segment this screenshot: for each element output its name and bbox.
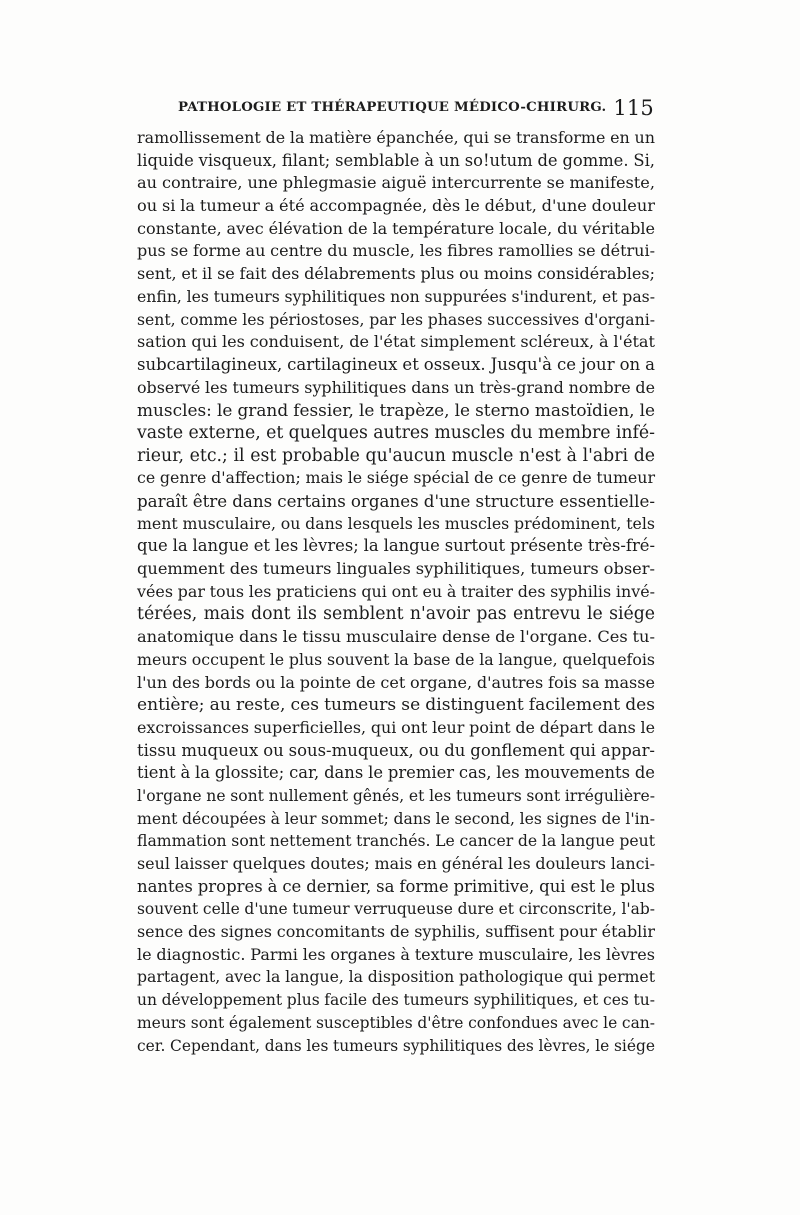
text-line: l'organe ne sont nullement gênés, et les tumeurs sont irrégulière- <box>137 786 655 805</box>
text-line: un développement plus facile des tumeurs syphilitiques, et ces tu- <box>137 991 655 1010</box>
text-line: constante, avec élévation de la température locale, du véritable <box>137 218 655 238</box>
text-line: ramollissement de la matière épanchée, qui se transforme en un <box>137 128 655 147</box>
text-line: entière; au reste, ces tumeurs se distinguent facilement des <box>137 695 655 716</box>
text-line: le diagnostic. Parmi les organes à texture musculaire, les lèvres <box>137 944 655 964</box>
text-line: ment musculaire, ou dans lesquels les muscles prédominent, tels <box>137 513 655 533</box>
text-line: paraît être dans certains organes d'une structure essentielle- <box>137 491 655 511</box>
text-line: sence des signes concomitants de syphilis, suffisent pour établir <box>137 922 655 942</box>
text-line: meurs sont également susceptibles d'être confondues avec le can- <box>137 1013 655 1032</box>
text-line: ce genre d'affection; mais le siége spécial de ce genre de tumeur <box>137 468 655 488</box>
text-line: sation qui les conduisent, de l'état simplement scléreux, à l'état <box>137 332 655 352</box>
text-line: meurs occupent le plus souvent la base de la langue, quelquefois <box>137 649 655 669</box>
text-line: térées, mais dont ils semblent n'avoir pas entrevu le siége <box>137 604 655 625</box>
text-line: partagent, avec la langue, la disposition pathologique qui permet <box>137 967 655 987</box>
text-line: souvent celle d'une tumeur verruqueuse dure et circonscrite, l'ab- <box>137 900 655 919</box>
text-line: enfin, les tumeurs syphilitiques non suppurées s'indurent, et pas- <box>137 286 655 306</box>
text-line: tient à la glossite; car, dans le premier cas, les mouvements de <box>137 763 655 783</box>
text-line: que la langue et les lèvres; la langue surtout présente très-fré- <box>137 536 655 556</box>
text-line: anatomique dans le tissu musculaire dense de l'organe. Ces tu- <box>137 627 655 647</box>
body-text <box>137 127 655 1057</box>
text-line: liquide visqueux, filant; semblable à un so!utum de gomme. Si, <box>137 150 655 170</box>
text-line: rieur, etc.; il est probable qu'aucun muscle n'est à l'abri de <box>137 445 655 466</box>
text-line: muscles: le grand fessier, le trapèze, le sterno mastoïdien, le <box>137 400 655 421</box>
text-line: vées par tous les praticiens qui ont eu à traiter des syphilis invé- <box>137 581 655 601</box>
running-head-title: PATHOLOGIE ET THÉRAPEUTIQUE MÉDICO-CHIRURG. <box>178 100 607 115</box>
text-line: observé les tumeurs syphilitiques dans un très-grand nombre de <box>137 377 655 397</box>
text-line: flammation sont nettement tranchés. Le cancer de la langue peut <box>137 831 655 851</box>
running-head <box>178 96 654 122</box>
text-line: ou si la tumeur a été accompagnée, dès le début, d'une douleur <box>137 196 655 216</box>
text-line: au contraire, une phlegmasie aiguë intercurrente se manifeste, <box>137 173 655 193</box>
text-line: vaste externe, et quelques autres muscles du membre infé- <box>137 422 655 443</box>
text-line: pus se forme au centre du muscle, les fibres ramollies se détrui- <box>137 241 655 261</box>
page-number: 115 <box>613 96 654 120</box>
text-line: sent, et il se fait des délabrements plus ou moins considérables; <box>137 264 655 284</box>
text-line: ment découpées à leur sommet; dans le second, les signes de l'in- <box>137 808 655 828</box>
text-line: quemment des tumeurs linguales syphilitiques, tumeurs obser- <box>137 559 655 579</box>
text-line: sent, comme les périostoses, par les phases successives d'organi- <box>137 309 655 329</box>
text-line: nantes propres à ce dernier, sa forme primitive, qui est le plus <box>137 876 655 896</box>
text-line: seul laisser quelques doutes; mais en général les douleurs lanci- <box>137 854 655 873</box>
text-line: subcartilagineux, cartilagineux et osseux. Jusqu'à ce jour on a <box>137 354 655 374</box>
text-line: tissu muqueux ou sous-muqueux, ou du gonflement qui appar- <box>137 740 655 760</box>
text-line: excroissances superficielles, qui ont leur point de départ dans le <box>137 717 655 737</box>
text-line: cer. Cependant, dans les tumeurs syphilitiques des lèvres, le siége <box>137 1036 655 1055</box>
text-line: l'un des bords ou la pointe de cet organe, d'autres fois sa masse <box>137 672 655 692</box>
